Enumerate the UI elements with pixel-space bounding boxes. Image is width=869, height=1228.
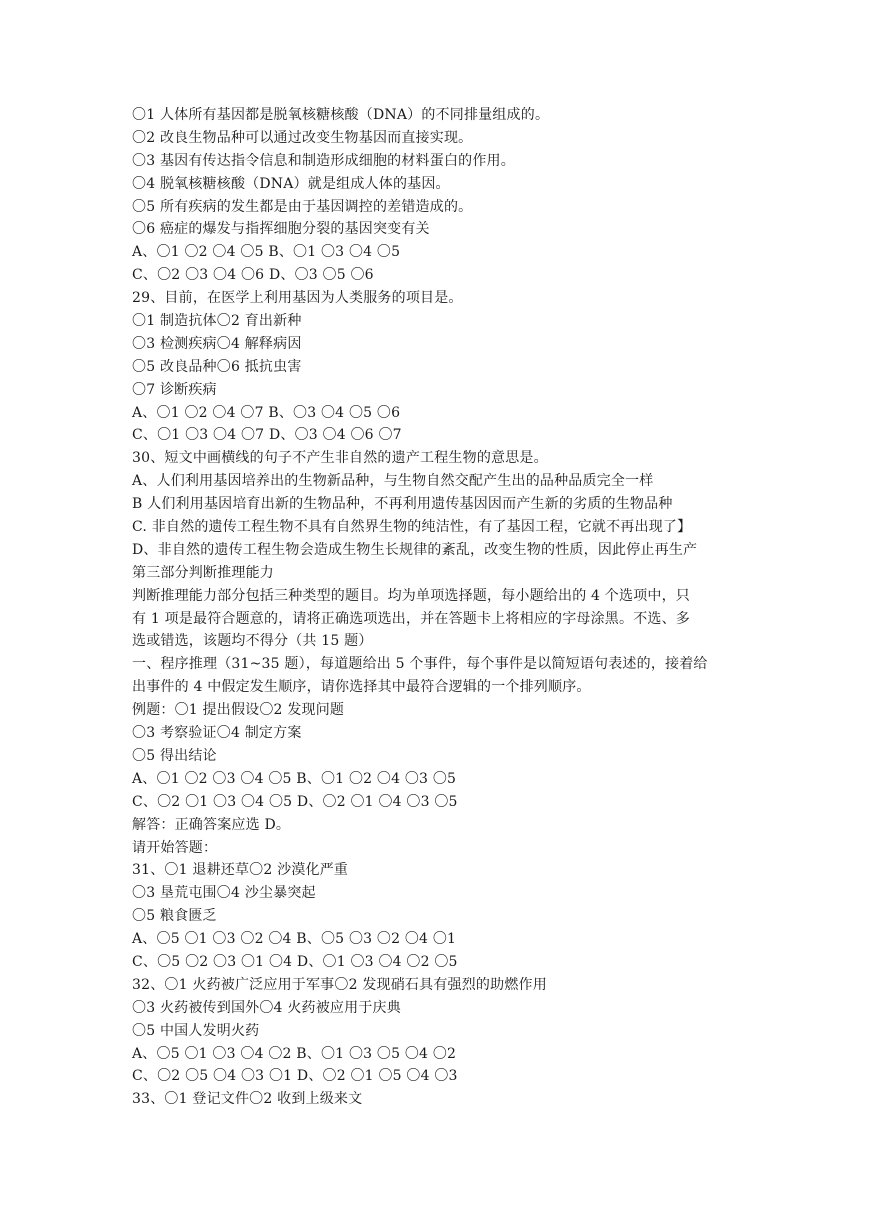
text-line: 〇3 火药被传到国外〇4 火药被应用于庆典 — [132, 999, 401, 1016]
text-line: C、〇5 〇2 〇3 〇1 〇4 D、〇1 〇3 〇4 〇2 〇5 — [132, 953, 458, 970]
question-30-stem: 30、短文中画横线的句子不产生非自然的遗产工程生物的意思是。 — [132, 450, 548, 467]
text-line: 〇5 得出结论 — [132, 747, 217, 764]
text-line: 〇6 癌症的爆发与指挥细胞分裂的基因突变有关 — [132, 221, 430, 238]
text-line: A、〇1 〇2 〇4 〇7 B、〇3 〇4 〇5 〇6 — [132, 404, 401, 421]
text-line: 〇1 制造抗体〇2 育出新种 — [132, 313, 302, 330]
text-line: A、〇1 〇2 〇4 〇5 B、〇1 〇3 〇4 〇5 — [132, 244, 401, 261]
text-line: 〇5 改良品种〇6 抵抗虫害 — [132, 358, 302, 375]
text-line: 请开始答题： — [132, 839, 218, 856]
text-line: A、〇1 〇2 〇3 〇4 〇5 B、〇1 〇2 〇4 〇3 〇5 — [132, 770, 457, 787]
text-line: 〇5 所有疾病的发生都是由于基因调控的差错造成的。 — [132, 198, 473, 215]
question-33-stem: 33、〇1 登记文件〇2 收到上级来文 — [132, 1091, 363, 1108]
text-line: 判断推理能力部分包括三种类型的题目。均为单项选择题，每小题给出的 4 个选项中，只 — [132, 587, 691, 604]
text-line: 例题：〇1 提出假设〇2 发现问题 — [132, 702, 345, 719]
text-line: A、〇5 〇1 〇3 〇2 〇4 B、〇5 〇3 〇2 〇4 〇1 — [132, 931, 457, 948]
text-line: A、人们利用基因培养出的生物新品种，与生物自然交配产生出的品种品质完全一样 — [132, 473, 654, 490]
text-line: C. 非自然的遗传工程生物不具有自然界生物的纯洁性，有了基因工程，它就不再出现了】 — [132, 519, 692, 536]
text-line: A、〇5 〇1 〇3 〇4 〇2 B、〇1 〇3 〇5 〇4 〇2 — [132, 1045, 457, 1062]
text-line: 〇5 中国人发明火药 — [132, 1022, 260, 1039]
document-page — [132, 104, 852, 1111]
text-line: 选或错选，该题均不得分（共 15 题） — [132, 633, 373, 650]
text-line: 有 1 项是最符合题意的，请将正确选项选出，并在答题卡上将相应的字母涂黑。不选、多 — [132, 610, 691, 627]
text-line: 一、程序推理（31~35 题），每道题给出 5 个事件，每个事件是以简短语句表述的，接着给 — [132, 656, 708, 673]
text-line: C、〇2 〇5 〇4 〇3 〇1 D、〇2 〇1 〇5 〇4 〇3 — [132, 1068, 458, 1085]
text-line: 〇3 垦荒屯围〇4 沙尘暴突起 — [132, 885, 316, 902]
text-line: C、〇2 〇1 〇3 〇4 〇5 D、〇2 〇1 〇4 〇3 〇5 — [132, 793, 458, 810]
text-line: 〇3 基因有传达指令信息和制造形成细胞的材料蛋白的作用。 — [132, 152, 515, 169]
text-line: 出事件的 4 中假定发生顺序，请你选择其中最符合逻辑的一个排列顺序。 — [132, 679, 591, 696]
text-line: 〇5 粮食匮乏 — [132, 908, 217, 925]
text-line: 〇7 诊断疾病 — [132, 381, 217, 398]
question-29-stem: 29、目前，在医学上利用基因为人类服务的项目是。 — [132, 290, 463, 307]
text-line: 〇3 考察验证〇4 制定方案 — [132, 725, 302, 742]
text-line: 〇3 检测疾病〇4 解释病因 — [132, 335, 302, 352]
text-line: C、〇2 〇3 〇4 〇6 D、〇3 〇5 〇6 — [132, 267, 374, 284]
text-line: C、〇1 〇3 〇4 〇7 D、〇3 〇4 〇6 〇7 — [132, 427, 402, 444]
section-heading: 第三部分判断推理能力 — [132, 564, 274, 581]
text-line: D、非自然的遗传工程生物会造成生物生长规律的紊乱，改变生物的性质，因此停止再生产 — [132, 541, 698, 558]
text-line: 〇2 改良生物品种可以通过改变生物基因而直接实现。 — [132, 129, 473, 146]
text-line: 解答：正确答案应选 D。 — [132, 816, 291, 833]
text-line: 〇4 脱氧核糖核酸（DNA）就是组成人体的基因。 — [132, 175, 450, 192]
text-line: B 人们利用基因培育出新的生物品种，不再利用遗传基因因而产生新的劣质的生物品种 — [132, 496, 673, 513]
question-32-stem: 32、〇1 火药被广泛应用于军事〇2 发现硝石具有强烈的助燃作用 — [132, 976, 547, 993]
question-31-stem: 31、〇1 退耕还草〇2 沙漠化严重 — [132, 862, 349, 879]
text-line: 〇1 人体所有基因都是脱氧核糖核酸（DNA）的不同排量组成的。 — [132, 107, 550, 123]
